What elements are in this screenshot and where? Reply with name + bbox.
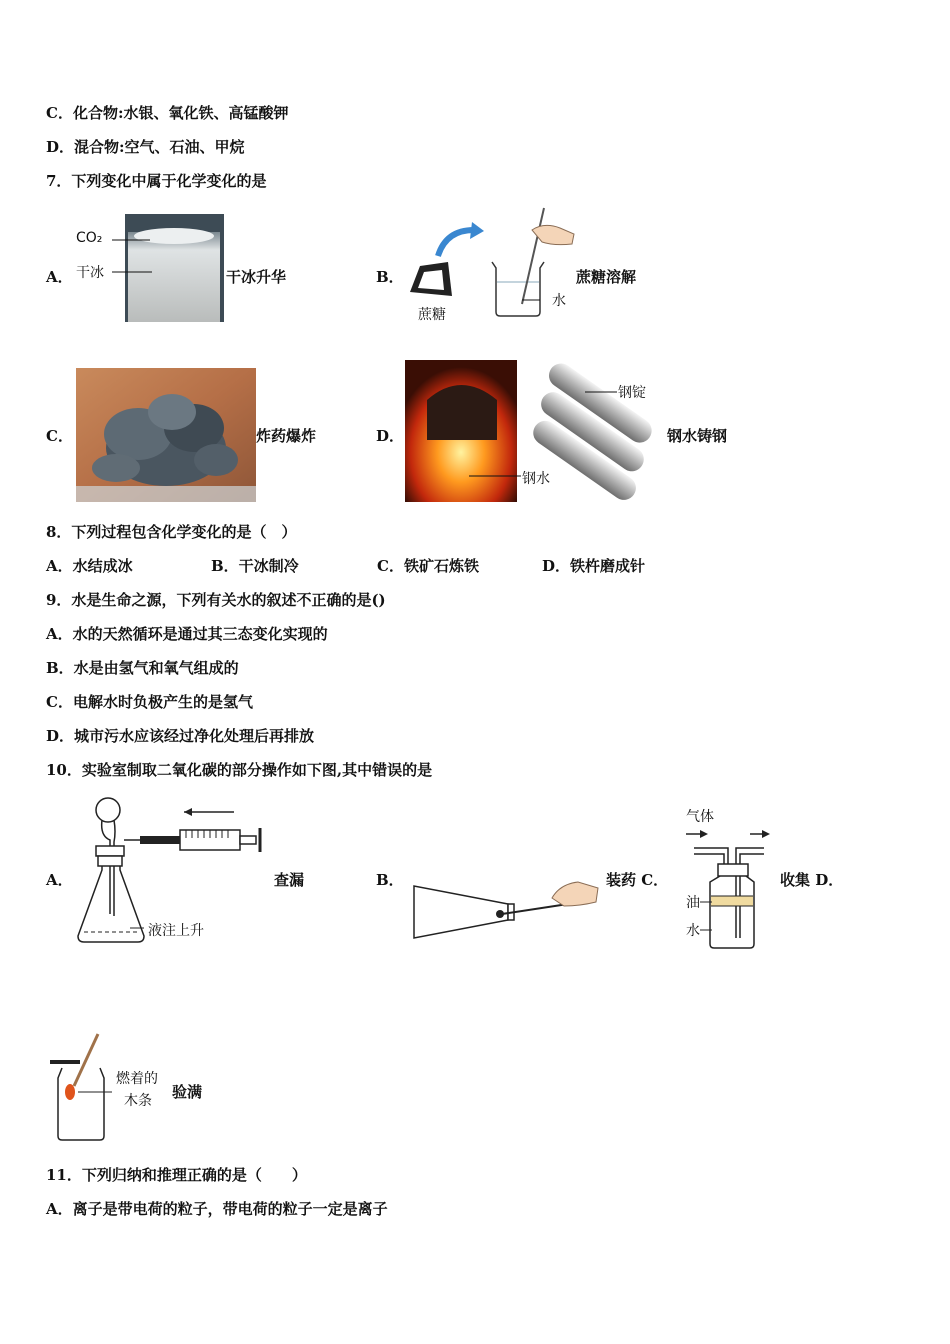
water-label: 水 — [552, 293, 566, 309]
q8-option-c: C．铁矿石炼铁 — [377, 557, 479, 575]
q11-option-a: A．离子是带电荷的粒子，带电荷的粒子一定是离子 — [46, 1200, 388, 1218]
ingot-label: 钢锭 — [618, 385, 646, 401]
q6-option-d: D．混合物:空气、石油、甲烷 — [46, 138, 245, 156]
q9-stem: 9．水是生命之源，下列有关水的叙述不正确的是() — [46, 591, 386, 609]
q7-d-letter: D． — [376, 427, 405, 445]
oil-label: 油 — [686, 895, 700, 911]
q10-a-caption: 查漏 — [274, 871, 305, 889]
q8-option-b: B．干冰制冷 — [211, 557, 299, 575]
q7-c-letter: C． — [46, 427, 73, 445]
q7-c-caption: 炸药爆炸 — [256, 427, 317, 445]
q10-a-letter: A． — [46, 871, 73, 889]
q9-option-c: C．电解水时负极产生的是氢气 — [46, 693, 253, 711]
loading-apparatus — [408, 876, 604, 946]
q7-b-letter: B． — [376, 268, 404, 286]
q10-b-letter: B． — [376, 871, 404, 889]
q7-a-letter: A． — [46, 268, 73, 286]
q8-option-d: D．铁杵磨成针 — [542, 557, 646, 575]
q7-a-caption: 干冰升华 — [226, 268, 287, 286]
q7-d-caption: 钢水铸钢 — [667, 427, 728, 445]
q6-option-c: C．化合物:水银、氧化铁、高锰酸钾 — [46, 104, 289, 122]
q7-b-caption: 蔗糖溶解 — [576, 268, 637, 286]
explosion-image — [76, 368, 256, 502]
dry-ice-label: 干冰 — [76, 265, 104, 281]
burning-stick-label-2: 木条 — [124, 1093, 152, 1109]
sugar-label: 蔗糖 — [418, 307, 446, 323]
q10-d-caption: 验满 — [172, 1083, 203, 1101]
q9-option-b: B．水是由氢气和氧气组成的 — [46, 659, 239, 677]
liquid-rise-label: 液注上升 — [148, 923, 204, 939]
full-check-apparatus — [48, 1032, 114, 1142]
q10-b-caption: 装药 C． — [606, 871, 669, 889]
q8-stem: 8．下列过程包含化学变化的是（ ） — [46, 523, 297, 541]
gas-label: 气体 — [686, 809, 714, 825]
q10-c-caption: 收集 D． — [780, 871, 844, 889]
molten-steel-label: 钢水 — [522, 471, 550, 487]
water-label-collect: 水 — [686, 923, 700, 939]
q8-option-a: A．水结成冰 — [46, 557, 133, 575]
q11-stem: 11．下列归纳和推理正确的是（ ） — [46, 1166, 307, 1184]
q9-option-a: A．水的天然循环是通过其三态变化实现的 — [46, 625, 328, 643]
burning-stick-label-1: 燃着的 — [116, 1071, 158, 1087]
q10-stem: 10．实验室制取二氧化碳的部分操作如下图,其中错误的是 — [46, 761, 433, 779]
q7-stem: 7．下列变化中属于化学变化的是 — [46, 172, 267, 190]
q9-option-d: D．城市污水应该经过净化处理后再排放 — [46, 727, 315, 745]
co2-label: CO₂ — [76, 230, 103, 246]
